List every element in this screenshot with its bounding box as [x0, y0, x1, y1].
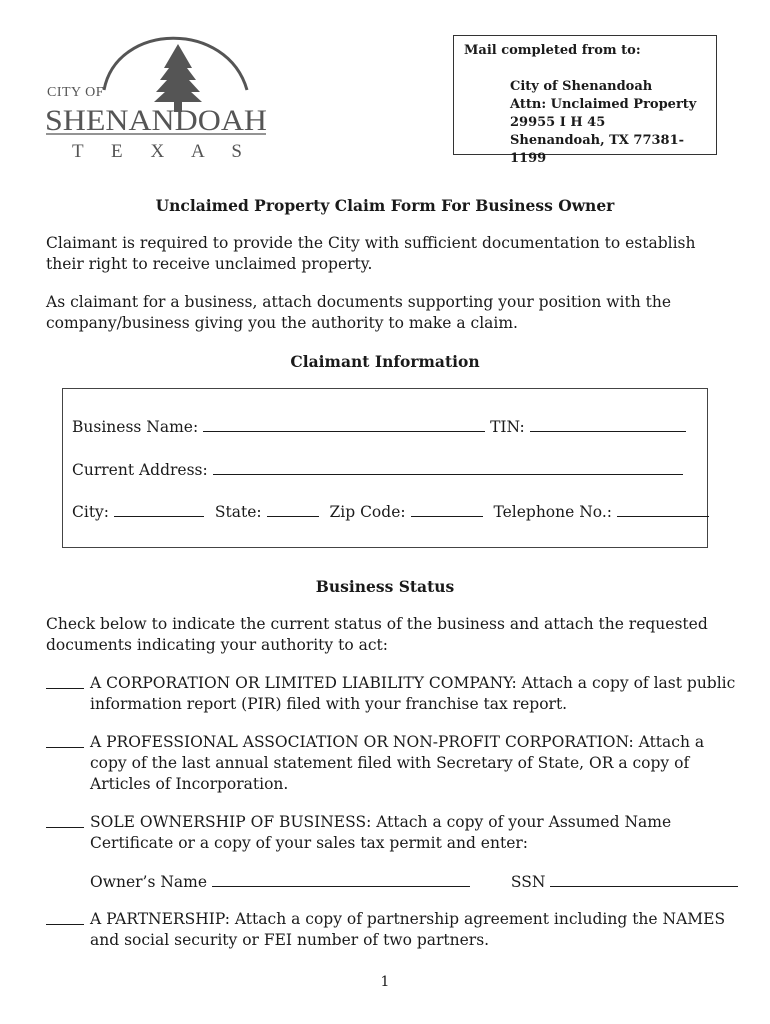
option-check-line[interactable] [46, 827, 84, 828]
intro-paragraph-1: Claimant is required to provide the City with sufficient documentation to establish their right to receive unclaimed property. [46, 234, 696, 273]
state-label: State: [214, 503, 262, 521]
logo-state: T E X A S [72, 141, 242, 162]
owners-name-field[interactable] [212, 872, 470, 887]
option-text: A CORPORATION OR LIMITED LIABILITY COMPANY: Attach a copy of last public information report (PIR) filed with your franchise tax report. [90, 674, 736, 713]
status-intro: Check below to indicate the current status of the business and attach the requested documents indicating your authority to act: [46, 615, 708, 654]
option-sole-ownership [46, 812, 736, 854]
mail-to-box [453, 35, 717, 166]
mail-line: Attn: Unclaimed Property [510, 97, 697, 112]
option-partnership [46, 909, 736, 951]
status-heading: Business Status [315, 577, 455, 596]
mail-address [510, 78, 716, 168]
page-number: 1 [380, 974, 390, 990]
form-title: Unclaimed Property Claim Form For Business Owner [155, 196, 615, 215]
zip-label: Zip Code: [329, 503, 406, 521]
city-label: City: [72, 503, 110, 521]
option-text: A PARTNERSHIP: Attach a copy of partnership agreement including the NAMES and social security or FEI number of two partners. [90, 910, 726, 949]
address-row [72, 460, 683, 479]
owner-row [90, 872, 738, 891]
current-address-label: Current Address: [72, 461, 208, 479]
mail-line: 29955 I H 45 [510, 115, 606, 130]
current-address-field[interactable] [213, 460, 683, 475]
tin-field[interactable] [530, 417, 686, 432]
state-field[interactable] [267, 502, 319, 517]
option-check-line[interactable] [46, 747, 84, 748]
business-name-label: Business Name: [72, 418, 199, 436]
logo-name: SHENANDOAH [45, 104, 267, 137]
business-name-field[interactable] [203, 417, 485, 432]
intro-paragraph-2: As claimant for a business, attach documents supporting your position with the company/business giving you the authority to make a claim. [46, 293, 671, 332]
mail-title: Mail completed from to: [464, 43, 641, 58]
mail-line: Shenandoah, TX 77381-1199 [510, 133, 685, 166]
claimant-info-box [62, 388, 708, 548]
tin-label: TIN: [490, 418, 525, 436]
option-text: A PROFESSIONAL ASSOCIATION OR NON-PROFIT CORPORATION: Attach a copy of the last annual statement filed with Secretary of State, OR a copy of Articles of Incorporation. [90, 733, 705, 793]
option-check-line[interactable] [46, 688, 84, 689]
city-logo [42, 30, 272, 165]
telephone-field[interactable] [617, 502, 709, 517]
tree-icon [154, 44, 202, 112]
owners-name-label: Owner’s Name [90, 873, 208, 891]
business-name-row [72, 417, 686, 436]
zip-field[interactable] [411, 502, 483, 517]
option-corporation [46, 673, 736, 715]
claimant-heading: Claimant Information [290, 352, 480, 371]
option-text: SOLE OWNERSHIP OF BUSINESS: Attach a copy of your Assumed Name Certificate or a copy of your sales tax permit and enter: [90, 813, 672, 852]
mail-line: City of Shenandoah [510, 79, 653, 94]
telephone-label: Telephone No.: [493, 503, 612, 521]
ssn-label: SSN [510, 873, 546, 891]
city-row [72, 502, 709, 521]
city-field[interactable] [114, 502, 204, 517]
option-check-line[interactable] [46, 924, 84, 925]
ssn-field[interactable] [550, 872, 738, 887]
option-professional-association [46, 732, 736, 795]
logo-city-of: CITY OF [47, 85, 105, 100]
